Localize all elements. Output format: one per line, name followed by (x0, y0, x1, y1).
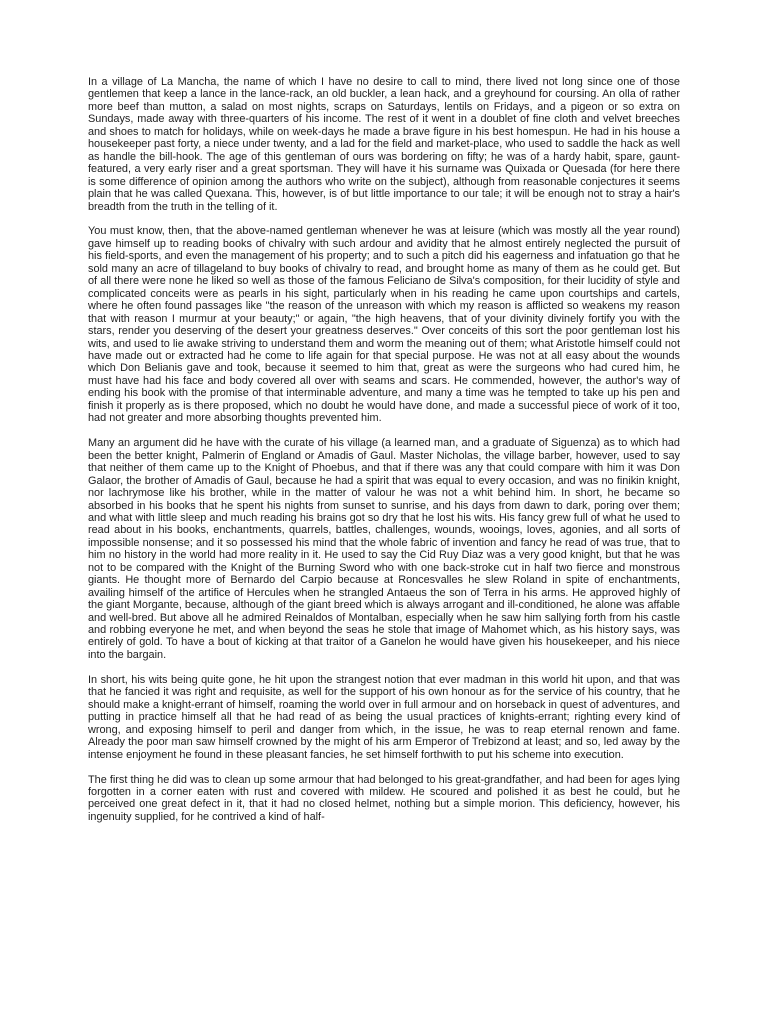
paragraph-5: The first thing he did was to clean up some armour that had belonged to his great-grandfather, and had been for ages lying forgotten in a corner eaten with rust and covered with mildew. He scoured and polished it as best he could, but he perceived one great defect in it, that it had no closed helmet, nothing but a simple morion. This deficiency, however, his ingenuity supplied, for he contrived a kind of half- (88, 773, 680, 823)
document-page (88, 76, 680, 836)
paragraph-4: In short, his wits being quite gone, he hit upon the strangest notion that ever madman in this world hit upon, and that was that he fancied it was right and requisite, as well for the support of his own honour as for the service of his country, that he should make a knight-errant of himself, roaming the world over in full armour and on horseback in quest of adventures, and putting in practice himself all that he had read of as being the usual practices of knights-errant; righting every kind of wrong, and exposing himself to peril and danger from which, in the issue, he was to reap eternal renown and fame. Already the poor man saw himself crowned by the might of his arm Emperor of Trebizond at least; and so, led away by the intense enjoyment he found in these pleasant fancies, he set himself forthwith to put his scheme into execution. (88, 673, 680, 761)
paragraph-2: You must know, then, that the above-named gentleman whenever he was at leisure (which was mostly all the year round) gave himself up to reading books of chivalry with such ardour and avidity that he almost entirely neglected the pursuit of his field-sports, and even the management of his property; and to such a pitch did his eagerness and infatuation go that he sold many an acre of tillageland to buy books of chivalry to read, and brought home as many of them as he could get. But of all there were none he liked so well as those of the famous Feliciano de Silva's composition, for their lucidity of style and complicated conceits were as pearls in his sight, particularly when in his reading he came upon courtships and cartels, where he often found passages like "the reason of the unreason with which my reason is afflicted so weakens my reason that with reason I murmur at your beauty;" or again, "the high heavens, that of your divinity divinely fortify you with the stars, render you deserving of the desert your greatness deserves." Over conceits of this sort the poor gentleman lost his wits, and used to lie awake striving to understand them and worm the meaning out of them; what Aristotle himself could not have made out or extracted had he come to life again for that special purpose. He was not at all easy about the wounds which Don Belianis gave and took, because it seemed to him that, great as were the surgeons who had cured him, he must have had his face and body covered all over with seams and scars. He commended, however, the author's way of ending his book with the promise of that interminable adventure, and many a time was he tempted to take up his pen and finish it properly as is there proposed, which no doubt he would have done, and made a successful piece of work of it too, had not greater and more absorbing thoughts prevented him. (88, 225, 680, 425)
paragraph-3: Many an argument did he have with the curate of his village (a learned man, and a graduate of Siguenza) as to which had been the better knight, Palmerin of England or Amadis of Gaul. Master Nicholas, the village barber, however, used to say that neither of them came up to the Knight of Phoebus, and that if there was any that could compare with him it was Don Galaor, the brother of Amadis of Gaul, because he had a spirit that was equal to every occasion, and was no finikin knight, nor lachrymose like his brother, while in the matter of valour he was not a whit behind him. In short, he became so absorbed in his books that he spent his nights from sunset to sunrise, and his days from dawn to dark, poring over them; and what with little sleep and much reading his brains got so dry that he lost his wits. His fancy grew full of what he used to read about in his books, enchantments, quarrels, battles, challenges, wounds, wooings, loves, agonies, and all sorts of impossible nonsense; and it so possessed his mind that the whole fabric of invention and fancy he read of was true, that to him no history in the world had more reality in it. He used to say the Cid Ruy Diaz was a very good knight, but that he was not to be compared with the Knight of the Burning Sword who with one back-stroke cut in half two fierce and monstrous giants. He thought more of Bernardo del Carpio because at Roncesvalles he slew Roland in spite of enchantments, availing himself of the artifice of Hercules when he strangled Antaeus the son of Terra in his arms. He approved highly of the giant Morgante, because, although of the giant breed which is always arrogant and ill-conditioned, he alone was affable and well-bred. But above all he admired Reinaldos of Montalban, especially when he saw him sallying forth from his castle and robbing everyone he met, and when beyond the seas he stole that image of Mahomet which, as his history says, was entirely of gold. To have a bout of kicking at that traitor of a Ganelon he would have given his housekeeper, and his niece into the bargain. (88, 437, 680, 661)
paragraph-1: In a village of La Mancha, the name of which I have no desire to call to mind, there lived not long since one of those gentlemen that keep a lance in the lance-rack, an old buckler, a lean hack, and a greyhound for coursing. An olla of rather more beef than mutton, a salad on most nights, scraps on Saturdays, lentils on Fridays, and a pigeon or so extra on Sundays, made away with three-quarters of his income. The rest of it went in a doublet of fine cloth and velvet breeches and shoes to match for holidays, while on week-days he made a brave figure in his best homespun. He had in his house a housekeeper past forty, a niece under twenty, and a lad for the field and market-place, who used to saddle the hack as well as handle the bill-hook. The age of this gentleman of ours was bordering on fifty; he was of a hardy habit, spare, gaunt-featured, a very early riser and a great sportsman. They will have it his surname was Quixada or Quesada (for here there is some difference of opinion among the authors who write on the subject), although from reasonable conjectures it seems plain that he was called Quexana. This, however, is of but little importance to our tale; it will be enough not to stray a hair's breadth from the truth in the telling of it. (88, 76, 680, 213)
